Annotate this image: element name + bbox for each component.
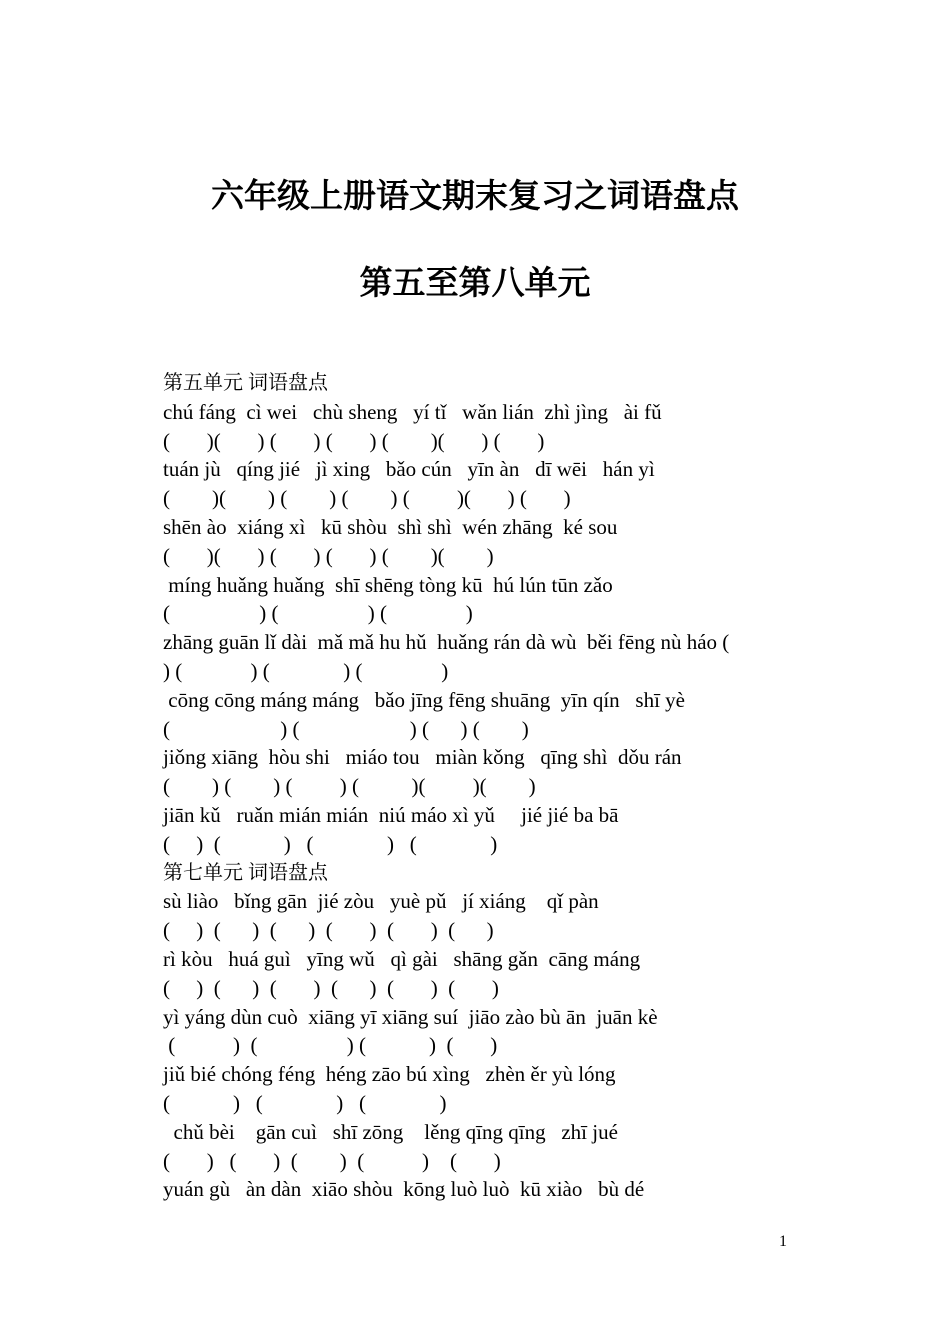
answer-blanks-line: ( ) ( ) ( ) ( )	[163, 1033, 498, 1058]
pinyin-line: míng huǎng huǎng shī shēng tòng kū hú lún tūn zǎo	[163, 572, 613, 597]
answer-blanks-line: ( )( ) ( ) ( ) ( )( )	[163, 543, 494, 568]
pinyin-line: jiǔ bié chóng féng héng zāo bú xìng zhèn ěr yù lóng	[163, 1062, 616, 1087]
pinyin-line: yì yáng dùn cuò xiāng yī xiāng suí jiāo zào bù ān juān kè	[163, 1004, 658, 1029]
pinyin-line: sù liào bǐng gān jié zòu yuè pǔ jí xiáng qǐ pàn	[163, 889, 599, 914]
pinyin-line: tuán jù qíng jié jì xing bǎo cún yīn àn dī wēi hán yì	[163, 457, 655, 482]
answer-blanks-line: ( )( ) ( ) ( ) ( )( ) ( )	[163, 486, 571, 511]
answer-blanks-line: ( ) ( ) ( )	[163, 601, 473, 626]
page-number: 1	[779, 1233, 787, 1250]
answer-blanks-line: ) ( ) ( ) ( )	[163, 658, 449, 683]
page-title: 六年级上册语文期末复习之词语盘点	[211, 179, 739, 215]
pinyin-line: cōng cōng máng máng bǎo jīng fēng shuāng yīn qín shī yè	[163, 687, 685, 712]
page-subtitle: 第五至第八单元	[359, 266, 591, 302]
pinyin-line: chǔ bèi gān cuì shī zōng lěng qīng qīng zhī jué	[163, 1119, 618, 1144]
answer-blanks-line: ( ) ( ) ( )	[163, 1090, 447, 1115]
answer-blanks-line: ( ) ( ) ( ) ( ) ( ) ( )	[163, 918, 494, 943]
pinyin-line: rì kòu huá guì yīng wǔ qì gài shāng gǎn cāng máng	[163, 946, 641, 971]
answer-blanks-line: ( ) ( ) ( ) ( ) ( ) ( )	[163, 975, 499, 1000]
answer-blanks-line: ( ) ( ) ( ) ( )	[163, 831, 498, 856]
pinyin-line: yuán gù àn dàn xiāo shòu kōng luò luò kū xiào bù dé	[163, 1177, 645, 1202]
section-heading: 第五单元 词语盘点	[163, 372, 328, 394]
word-review-content	[163, 369, 783, 1204]
answer-blanks-line: ( ) ( ) ( ) ( )	[163, 716, 529, 741]
answer-blanks-line: ( ) ( ) ( ) ( )( )( )	[163, 774, 536, 799]
answer-blanks-line: ( )( ) ( ) ( ) ( )( ) ( )	[163, 428, 545, 453]
pinyin-line: jiān kǔ ruǎn mián mián niú máo xì yǔ jié jié ba bā	[163, 802, 619, 827]
pinyin-line: zhāng guān lǐ dài mǎ mǎ hu hǔ huǎng rán dà wù běi fēng nù háo (	[163, 630, 730, 655]
answer-blanks-line: ( ) ( ) ( ) ( ) ( )	[163, 1148, 501, 1173]
pinyin-line: jiǒng xiāng hòu shi miáo tou miàn kǒng qīng shì dǒu rán	[163, 745, 682, 770]
pinyin-line: chú fáng cì wei chù sheng yí tǐ wǎn lián zhì jìng ài fǔ	[163, 399, 662, 424]
pinyin-line: shēn ào xiáng xì kū shòu shì shì wén zhāng ké sou	[163, 514, 618, 539]
section-heading: 第七单元 词语盘点	[163, 861, 328, 884]
